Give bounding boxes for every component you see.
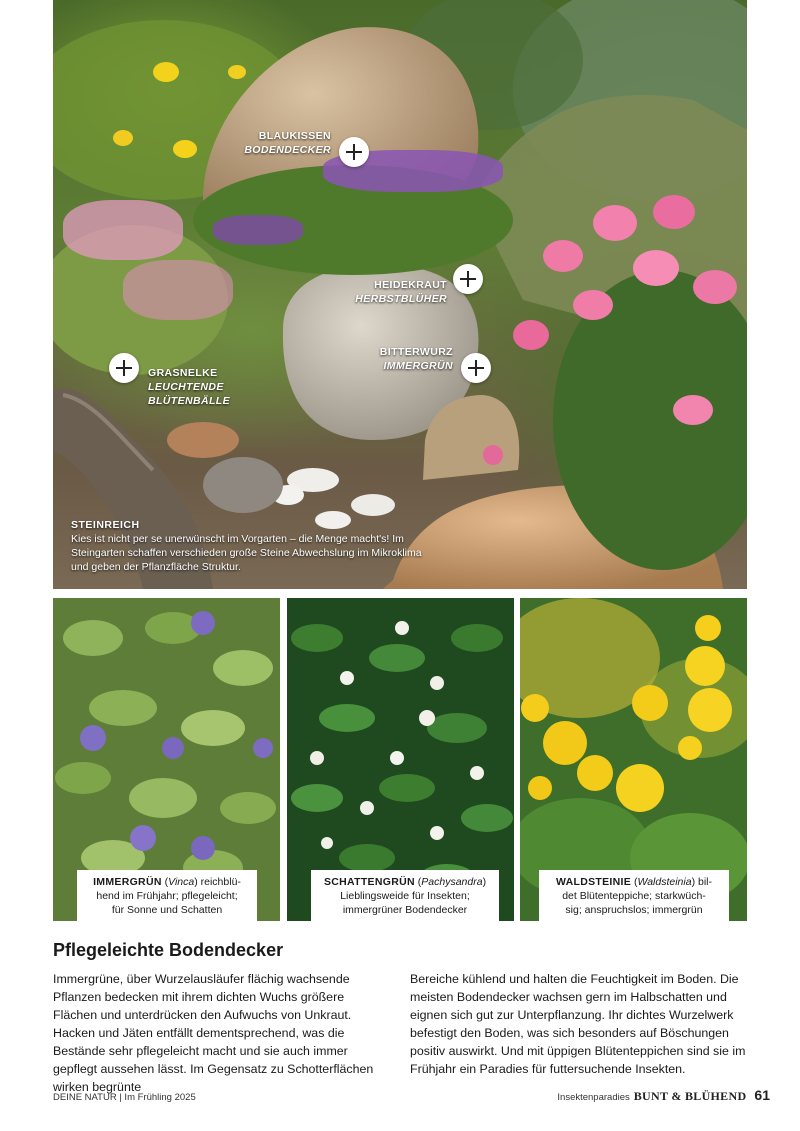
flower-thrift — [63, 200, 183, 260]
footer-section — [557, 1087, 770, 1104]
caption-waldsteinia-name: WALDSTEINIE — [556, 876, 632, 888]
hero-caption — [71, 518, 431, 574]
photo-tile-vinca — [53, 598, 280, 921]
photo-tile-pachysandra — [287, 598, 514, 921]
caption-vinca-text1: reichblü- — [197, 876, 241, 888]
label-grasnelke: GRASNELKE LEUCHTENDE BLÜTENBÄLLE — [148, 367, 230, 407]
flower-pink — [573, 290, 613, 320]
flower-purple-carpet — [213, 215, 303, 245]
flower-pink — [483, 445, 503, 465]
article-column-1: Immergrüne, über Wurzelausläufer flächig wachsende Pflanzen bedecken mit ihrem dichten Wuchs größere Flächen und unterdrücken den Aufwuchs von Unkraut. Hacken und Jäten entfällt dementsprechend, was die Bestände sehr pflegeleicht macht und sie auch immer gepflegt aussehen lässt. Im Gegensatz zu Schotterflächen wirken begrünte — [53, 972, 374, 1094]
hero-caption-text: Kies ist nicht per se unerwünscht im Vorgarten – die Menge macht's! Im Steingarten schaffen verschieden große Steine Abwechslung im Mikroklima und geben der Pflanzfläche Struktur. — [71, 533, 422, 573]
caption-pachysandra-name: SCHATTENGRÜN — [323, 876, 415, 888]
caption-vinca-text2: hend im Frühjahr; pflegeleicht; — [96, 890, 238, 902]
flower-thrift — [123, 260, 233, 320]
hotspot-heidekraut-plus-icon[interactable] — [453, 264, 483, 294]
flower-pink — [593, 205, 637, 241]
caption-pachysandra: SCHATTENGRÜN (Pachysandra) Lieblingsweide für Insekten; immergrüner Bodendecker — [311, 870, 499, 921]
flower-pink — [693, 270, 737, 304]
flower-yellow — [153, 62, 179, 82]
flower-pink — [633, 250, 679, 286]
caption-vinca-name: IMMERGRÜN — [93, 876, 162, 888]
caption-vinca: IMMERGRÜN (Vinca) reichblü- hend im Frühjahr; pflegeleicht; für Sonne und Schatten — [77, 870, 257, 921]
footer-brand: BUNT & BLÜHEND — [633, 1089, 747, 1103]
caption-pachysandra-latin: Pachysandra — [421, 876, 483, 888]
label-blaukissen: BLAUKISSEN BODENDECKER — [244, 130, 331, 156]
label-heidekraut: HEIDEKRAUT HERBSTBLÜHER — [355, 279, 447, 305]
article-column-2: Bereiche kühlend und halten die Feuchtigkeit im Boden. Die meisten Bodendecker wachsen gern im Halbschatten und eignen sich gut zur Unterpflanzung. Ihr dichtes Wurzelwerk befestigt den Boden, was sich besonders auf Böschungen positiv auswirkt. Und mit üppigen Blütenteppichen sind sie im Frühjahr ein Paradies für futtersuchende Insekten. — [410, 972, 746, 1076]
article-title: Pflegeleichte Bodendecker — [53, 940, 284, 960]
page-number: 61 — [754, 1087, 770, 1103]
flower-pink — [513, 320, 549, 350]
photo-tile-waldsteinia — [520, 598, 747, 921]
caption-waldsteinia-text3: sig; anspruchslos; immergrün — [565, 904, 703, 916]
hero-photo-rock-garden — [53, 0, 747, 589]
caption-waldsteinia-latin: Waldsteinia — [637, 876, 692, 888]
label-bitterwurz: BITTERWURZ IMMERGRÜN — [379, 346, 453, 372]
caption-pachysandra-text3: immergrüner Bodendecker — [342, 904, 468, 916]
footer-section-label: Insektenparadies — [557, 1092, 630, 1103]
flower-yellow — [173, 140, 197, 158]
caption-vinca-latin: Vinca — [168, 876, 195, 888]
hotspot-bitterwurz-plus-icon[interactable] — [461, 353, 491, 383]
caption-waldsteinia-text1: bil- — [695, 876, 712, 888]
caption-waldsteinia: WALDSTEINIE (Waldsteinia) bil- det Blütenteppiche; starkwüch- sig; anspruchslos; immergrün — [539, 870, 729, 921]
hotspot-grasnelke-plus-icon[interactable] — [109, 353, 139, 383]
flower-pink — [673, 395, 713, 425]
flower-pink — [543, 240, 583, 272]
flower-yellow — [228, 65, 246, 79]
footer-publication: DEINE NATUR | Im Frühling 2025 — [53, 1092, 196, 1103]
flower-yellow — [113, 130, 133, 146]
caption-pachysandra-text2: Lieblingsweide für Insekten; — [340, 890, 470, 902]
flower-pink — [653, 195, 695, 229]
caption-waldsteinia-text2: det Blütenteppiche; starkwüch- — [562, 890, 706, 902]
caption-vinca-text3: für Sonne und Schatten — [111, 904, 223, 916]
hotspot-blaukissen-plus-icon[interactable] — [339, 137, 369, 167]
hero-caption-heading: STEINREICH — [71, 519, 140, 531]
